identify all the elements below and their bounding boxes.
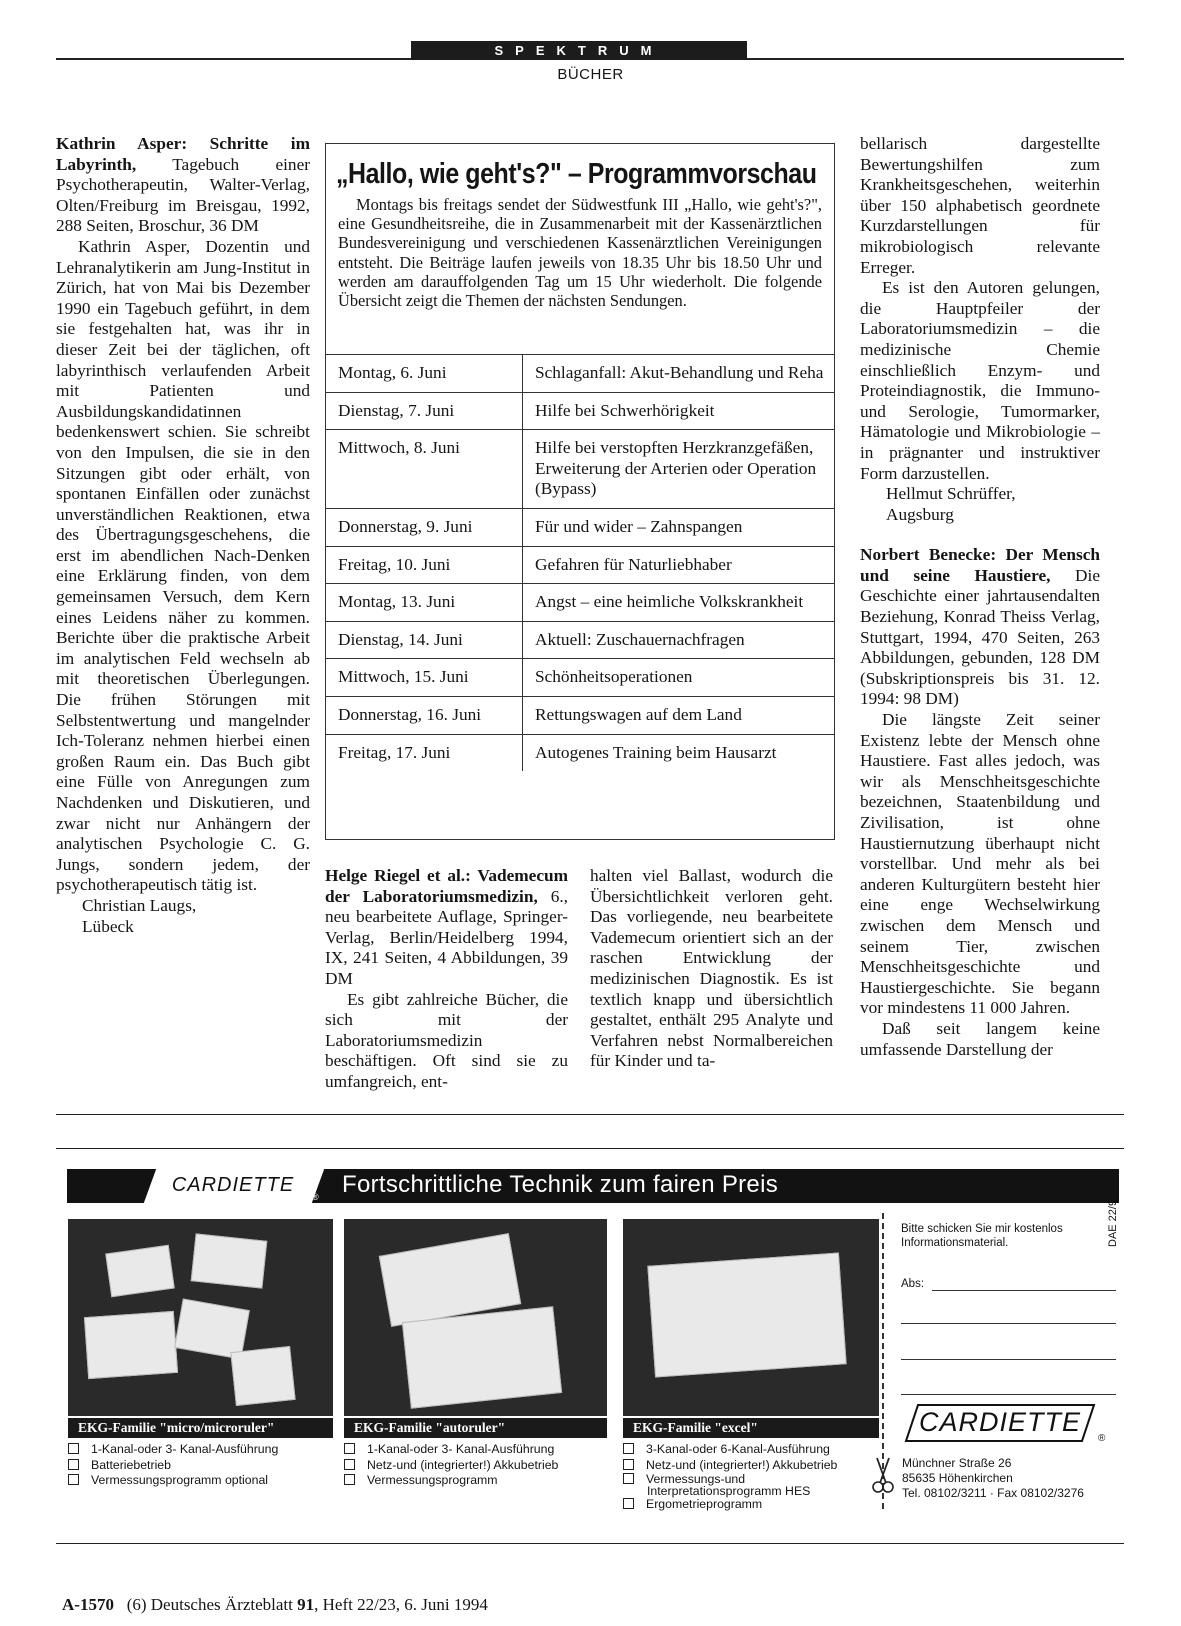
coupon-code: DAE 22/94 (1107, 1193, 1119, 1247)
review-body: Kathrin Asper, Dozentin und Lehranalytikerin am Jung-Institut in Zürich, hat von Mai bis Dezember 1990 ein Tagebuch geführt, in dem sie festgehalten hat, was ihr in dieser Zeit bei der täglichen, oft labyrinthisch verlaufenden Arbeit mit Patienten und Ausbildungskandidatinnen bedenkenswert schien. Sie schreibt von den Impulsen, die sie in den Sitzungen gibt oder erhält, von spontanen Einfällen oder zunächst unverständlichen Reaktionen, etwa des Übertragungsgeschehens, die erst im abendlichen Nach-Denken eine Erklärung finden, von dem gemeinsamen Versuch, dem Kern eines Leidens näher zu kommen. Berichte über die praktische Arbeit im analytischen Feld wechseln ab mit theoretischen Überlegungen. Die frühen Störungen mit Selbstentwertung und mangelnder Ich-Toleranz nehmen hierbei einen großen Raum ein. Das Buch gibt eine Fülle von Anregungen zum Nachdenken und Diskutieren, und zwar nicht nur Anhängern der analytischen Psychologie C. G. Jungs, sondern jedem, der psychotherapeutisch tätig ist. (56, 236, 310, 895)
row-day: Dienstag, 7. Juni (326, 392, 523, 430)
checkbox-icon[interactable] (344, 1459, 355, 1470)
product-photo-micro (68, 1219, 333, 1416)
review-citation (860, 545, 1100, 710)
review-details: Die Geschichte einer jahrtausendalten Beziehung, Konrad Theiss Verlag, Stuttgart, 1994, 470 Seiten, 263 Abbildungen, gebunden, 128 DM (Subskriptionspreis bis 31. 12. 1994: 98 DM) (860, 565, 1100, 709)
ad-top-rule (56, 1148, 1124, 1149)
review-body: Die längste Zeit seiner Existenz lebte der Mensch ohne Haustiere. Fast alles jedoch, was wir als Menschheitsgeschichte bezeichnen, Staatenbildung und Zivilisation, ist ohne Haustiernutzung überhaupt nicht vorstellbar. Und mehr als bei anderen Kulturgütern besteht hier eine enge Wechselwirkung zwischen dem Mensch und seinem Tier, zwischen Menschheitsgeschichte und Haustiergeschichte. Sie begann vor mindestens 11 000 Jahren. (860, 710, 1100, 1018)
list-item: Netz-und (integrierter!) Akkubetrieb (344, 1458, 558, 1474)
sender-label: Abs: (901, 1278, 925, 1290)
brand-logo-coupon (904, 1404, 1096, 1442)
checkbox-icon[interactable] (623, 1459, 634, 1470)
row-day: Dienstag, 14. Juni (326, 621, 523, 659)
table-row (326, 696, 834, 734)
row-day: Donnerstag, 16. Juni (326, 696, 523, 734)
table-row (326, 508, 834, 546)
column-2 (325, 866, 568, 1093)
product-photo-autoruler (344, 1219, 607, 1416)
table-row (326, 355, 834, 393)
checkbox-icon[interactable] (623, 1473, 634, 1484)
review-author: Christian Laugs, (82, 895, 197, 915)
row-topic: Gefahren für Naturliebhaber (523, 546, 835, 584)
review-citation (325, 866, 568, 990)
review-city: Augsburg (886, 504, 954, 524)
sender-field[interactable] (932, 1290, 1116, 1291)
row-day: Montag, 6. Juni (326, 355, 523, 393)
registered-mark-coupon: ® (1098, 1433, 1106, 1444)
registered-mark: ® (312, 1192, 319, 1202)
review-body: Es ist den Autoren gelungen, die Hauptpfeiler der Laboratoriumsmedizin – die medizinische Chemie einschließlich Enzym- und Proteindiagnostik, die Immuno- und Serologie, Tumormarker, Hämatologie und Mikrobiologie – in prägnanter und instruktiver Form darzustellen. (860, 278, 1100, 483)
feature-list-autoruler (344, 1442, 558, 1489)
product-label-excel: EKG-Familie "excel" (623, 1418, 879, 1438)
review-details: Tagebuch einer Psychotherapeutin, Walter-Verlag, Olten/Freiburg im Breisgau, 1992, 288 Seiten, Broschur, 36 DM (56, 154, 310, 236)
address-field-line-2[interactable] (901, 1359, 1116, 1360)
checkbox-icon[interactable] (68, 1443, 79, 1454)
list-item: Vermessungsprogramm optional (68, 1473, 278, 1489)
programme-title: „Hallo, wie geht's?" – Programmvorschau (336, 158, 817, 190)
programme-intro: Montags bis freitags sendet der Südwestfunk III „Hallo, wie geht's?", eine Gesundheitsreihe, die in Zusammenarbeit mit der Kassenärztlichen Bundesvereinigung und verschiedenen Kassenärztlichen Vereinigungen entsteht. Die Beiträge laufen jeweils von 18.35 Uhr bis 18.50 Uhr und werden am darauffolgenden Tag um 15 Uhr wiederholt. Die folgende Übersicht zeigt die Themen der nächsten Sendungen. (338, 195, 822, 311)
row-day: Freitag, 10. Juni (326, 546, 523, 584)
article-end-rule (56, 1114, 1124, 1115)
row-day: Mittwoch, 8. Juni (326, 430, 523, 509)
review-body: Es gibt zahlreiche Bücher, die sich mit der Laboratoriumsmedizin beschäftigen. Oft sind sie zu umfangreich, ent- (325, 989, 568, 1091)
row-day: Mittwoch, 15. Juni (326, 659, 523, 697)
row-topic: Autogenes Training beim Hausarzt (523, 734, 835, 771)
issue-suffix: , Heft 22/23, 6. Juni 1994 (314, 1595, 488, 1614)
page-footer (62, 1595, 488, 1615)
review-citation (56, 134, 310, 237)
checkbox-icon[interactable] (68, 1474, 79, 1485)
issue-prefix: (6) Deutsches Ärzteblatt (126, 1595, 298, 1614)
product-label-autoruler: EKG-Familie "autoruler" (344, 1418, 607, 1438)
list-item: Netz-und (integrierter!) Akkubetrieb (623, 1458, 877, 1474)
volume-number: 91 (297, 1595, 315, 1614)
checkbox-icon[interactable] (68, 1459, 79, 1470)
review-heading: Norbert Benecke: Der Mensch und seine Haustiere, (860, 545, 1100, 585)
feature-list-micro (68, 1442, 278, 1489)
product-photo-excel (623, 1219, 879, 1416)
row-topic: Für und wider – Zahnspangen (523, 508, 835, 546)
review-author: Hellmut Schrüffer, (886, 484, 1016, 504)
coupon-address (902, 1456, 1084, 1501)
column-1 (56, 134, 310, 937)
row-day: Donnerstag, 9. Juni (326, 508, 523, 546)
list-item: Ergometrieprogramm (623, 1497, 877, 1513)
review-city: Lübeck (82, 916, 134, 936)
checkbox-icon[interactable] (344, 1443, 355, 1454)
row-topic: Hilfe bei Schwerhörigkeit (523, 392, 835, 430)
scissors-icon (872, 1455, 894, 1495)
checkbox-icon[interactable] (623, 1498, 634, 1509)
table-row (326, 584, 834, 622)
review-heading: Helge Riegel et al.: Vademecum der Laboratoriumsmedizin, (325, 866, 568, 906)
coupon-request: Bitte schicken Sie mir kostenlos Informationsmaterial. (901, 1223, 1063, 1249)
list-item: Vermessungs-und Interpretationsprogramm HES (623, 1473, 877, 1497)
programme-table (326, 354, 834, 771)
section-banner: SPEKTRUM (411, 41, 747, 60)
row-topic: Schlaganfall: Akut-Behandlung und Reha (523, 355, 835, 393)
table-row (326, 430, 834, 509)
list-item: 3-Kanal-oder 6-Kanal-Ausführung (623, 1442, 877, 1458)
table-row (326, 734, 834, 771)
row-day: Montag, 13. Juni (326, 584, 523, 622)
product-label-micro: EKG-Familie "micro/microruler" (68, 1418, 333, 1438)
subsection-label: BÜCHER (557, 66, 624, 83)
address-field-line-1[interactable] (901, 1323, 1116, 1324)
phone-fax: Tel. 08102/3211 · Fax 08102/3276 (902, 1486, 1084, 1500)
column-4 (860, 134, 1100, 1060)
ad-tagline: Fortschrittliche Technik zum fairen Preis (342, 1171, 779, 1198)
programme-box (325, 143, 835, 840)
review-body-continued: bellarisch dargestellte Bewertungshilfen zum Krankheitsgeschehen, weiterhin über 150 alphabetisch geordnete Kurzdarstellungen für mikrobiologisch relevante Erreger. (860, 134, 1100, 277)
brand-name: CARDIETTE (918, 1407, 1081, 1437)
row-topic: Hilfe bei verstopften Herzkranzgefäßen, Erweiterung der Arterien oder Operation (Bypass) (523, 430, 835, 509)
page-number: A-1570 (62, 1595, 114, 1614)
row-day: Freitag, 17. Juni (326, 734, 523, 771)
table-row (326, 621, 834, 659)
list-item: 1-Kanal-oder 3- Kanal-Ausführung (344, 1442, 558, 1458)
feature-list-excel (623, 1442, 877, 1513)
row-topic: Rettungswagen auf dem Land (523, 696, 835, 734)
table-row (326, 392, 834, 430)
review-heading: Kathrin Asper: Schritte im Labyrinth, (56, 134, 310, 174)
column-3 (590, 866, 833, 1072)
row-topic: Angst – eine heimliche Volkskrankheit (523, 584, 835, 622)
address-field-line-3[interactable] (901, 1394, 1116, 1395)
list-item: Batteriebetrieb (68, 1458, 278, 1474)
ad-bottom-rule (56, 1543, 1124, 1544)
list-item: 1-Kanal-oder 3- Kanal-Ausführung (68, 1442, 278, 1458)
review-details: 6., neu bearbeitete Auflage, Springer-Verlag, Berlin/Heidelberg 1994, IX, 241 Seiten, 4 Abbildungen, 39 DM (325, 886, 568, 988)
row-topic: Schönheitsoperationen (523, 659, 835, 697)
table-row (326, 659, 834, 697)
row-topic: Aktuell: Zuschauernachfragen (523, 621, 835, 659)
address-city: 85635 Höhenkirchen (902, 1471, 1013, 1485)
brand-logo: CARDIETTE (171, 1174, 295, 1196)
table-row (326, 546, 834, 584)
list-item: Vermessungsprogramm (344, 1473, 558, 1489)
review-body-continued: halten viel Ballast, wodurch die Übersichtlichkeit verloren geht. Das vorliegende, neu bearbeitete Vademecum orientiert sich an der raschen Entwicklung der medizinischen Diagnostik. Es ist textlich knapp und übersichtlich gestaltet, enthält 295 Analyte und Verfahren nebst Normalbereichen für Kinder und ta- (590, 866, 833, 1071)
address-street: Münchner Straße 26 (902, 1456, 1012, 1470)
checkbox-icon[interactable] (344, 1474, 355, 1485)
checkbox-icon[interactable] (623, 1443, 634, 1454)
review-body: Daß seit langem keine umfassende Darstellung der (860, 1018, 1100, 1059)
